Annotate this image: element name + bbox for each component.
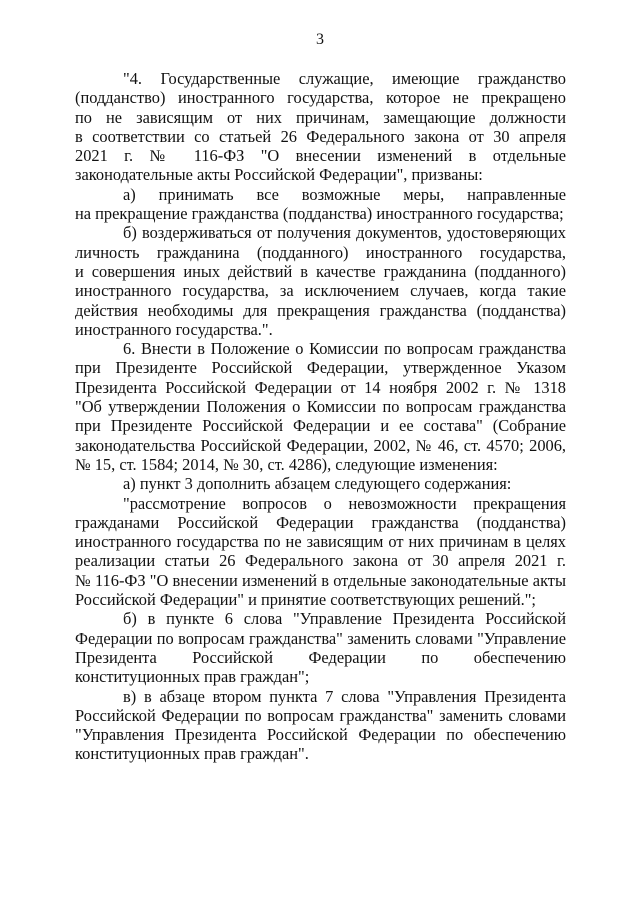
paragraph-p6v: [75, 687, 566, 764]
text-line: при Президенте Российской Федерации, утвержденное Указом: [75, 358, 566, 378]
text-line: гражданами Российской Федерации гражданства (подданства): [75, 512, 566, 532]
text-line: "рассмотрение вопросов о невозможности прекращения: [123, 493, 566, 513]
text-line: в) в абзаце втором пункта 7 слова "Управления Президента: [123, 686, 566, 706]
text-line: личность гражданина (подданного) иностранного государства,: [75, 242, 566, 262]
text-line: № 116-ФЗ "О внесении изменений в отдельные законодательные акты: [75, 570, 566, 590]
paragraph-p4a: [75, 185, 566, 224]
text-line: "Об утверждении Положения о Комиссии по вопросам гражданства: [75, 397, 566, 417]
text-line: Федерации по вопросам гражданства" заменить словами "Управление: [75, 628, 566, 648]
text-line: б) воздерживаться от получения документов, удостоверяющих: [123, 223, 566, 243]
text-line: реализации статьи 26 Федерального закона от 30 апреля 2021 г.: [75, 551, 566, 571]
paragraph-p4: [75, 69, 566, 185]
text-line: иностранного государства, за исключением случаев, когда такие: [75, 281, 566, 301]
text-line: 6. Внести в Положение о Комиссии по вопросам гражданства: [123, 339, 566, 359]
text-line: б) в пункте 6 слова "Управление Президента Российской: [123, 609, 566, 629]
text-line: Российской Федерации по вопросам гражданства" заменить словами: [75, 705, 566, 725]
paragraph-p6b: [75, 609, 566, 686]
text-line: действия необходимы для прекращения гражданства (подданства): [75, 300, 566, 320]
text-line: иностранного государства.".: [75, 319, 273, 339]
text-line: конституционных прав граждан".: [75, 744, 309, 764]
text-line: при Президенте Российской Федерации и ее состава" (Собрание: [75, 416, 566, 436]
text-line: по не зависящим от них причинам, замещающие должности: [75, 107, 566, 127]
paragraph-p6a-quote: [75, 494, 566, 610]
page-number: 3: [316, 31, 324, 48]
text-line: Президента Российской Федерации по обеспечению: [75, 647, 566, 667]
text-line: "4. Государственные служащие, имеющие гражданство: [123, 69, 566, 88]
paragraph-p6: [75, 339, 566, 474]
text-line: законодательные акты Российской Федерации", призваны:: [75, 165, 483, 185]
text-line: Президента Российской Федерации от 14 ноября 2002 г. № 1318: [75, 377, 566, 397]
text-line: иностранного государства по не зависящим от них причинам в целях: [75, 532, 566, 552]
text-line: в соответствии со статьей 26 Федерального закона от 30 апреля: [75, 126, 566, 146]
document-body: [75, 69, 566, 764]
text-line: и совершения иных действий в качестве гражданина (подданного): [75, 261, 566, 281]
paragraph-p6a: [75, 474, 566, 493]
text-line: "Управления Президента Российской Федерации по обеспечению: [75, 725, 566, 745]
text-line: а) пункт 3 дополнить абзацем следующего содержания:: [123, 474, 512, 494]
text-line: конституционных прав граждан";: [75, 667, 310, 687]
text-line: а) принимать все возможные меры, направленные: [123, 184, 566, 204]
text-line: (подданство) иностранного государства, которое не прекращено: [75, 88, 566, 108]
text-line: на прекращение гражданства (подданства) иностранного государства;: [75, 204, 564, 224]
text-line: № 15, ст. 1584; 2014, № 30, ст. 4286), следующие изменения:: [75, 454, 498, 474]
text-line: законодательства Российской Федерации, 2002, № 46, ст. 4570; 2006,: [75, 435, 566, 455]
text-line: Российской Федерации" и принятие соответствующих решений.";: [75, 590, 536, 610]
paragraph-p4b: [75, 223, 566, 339]
text-line: 2021 г. № 116-ФЗ "О внесении изменений в отдельные: [75, 146, 566, 166]
